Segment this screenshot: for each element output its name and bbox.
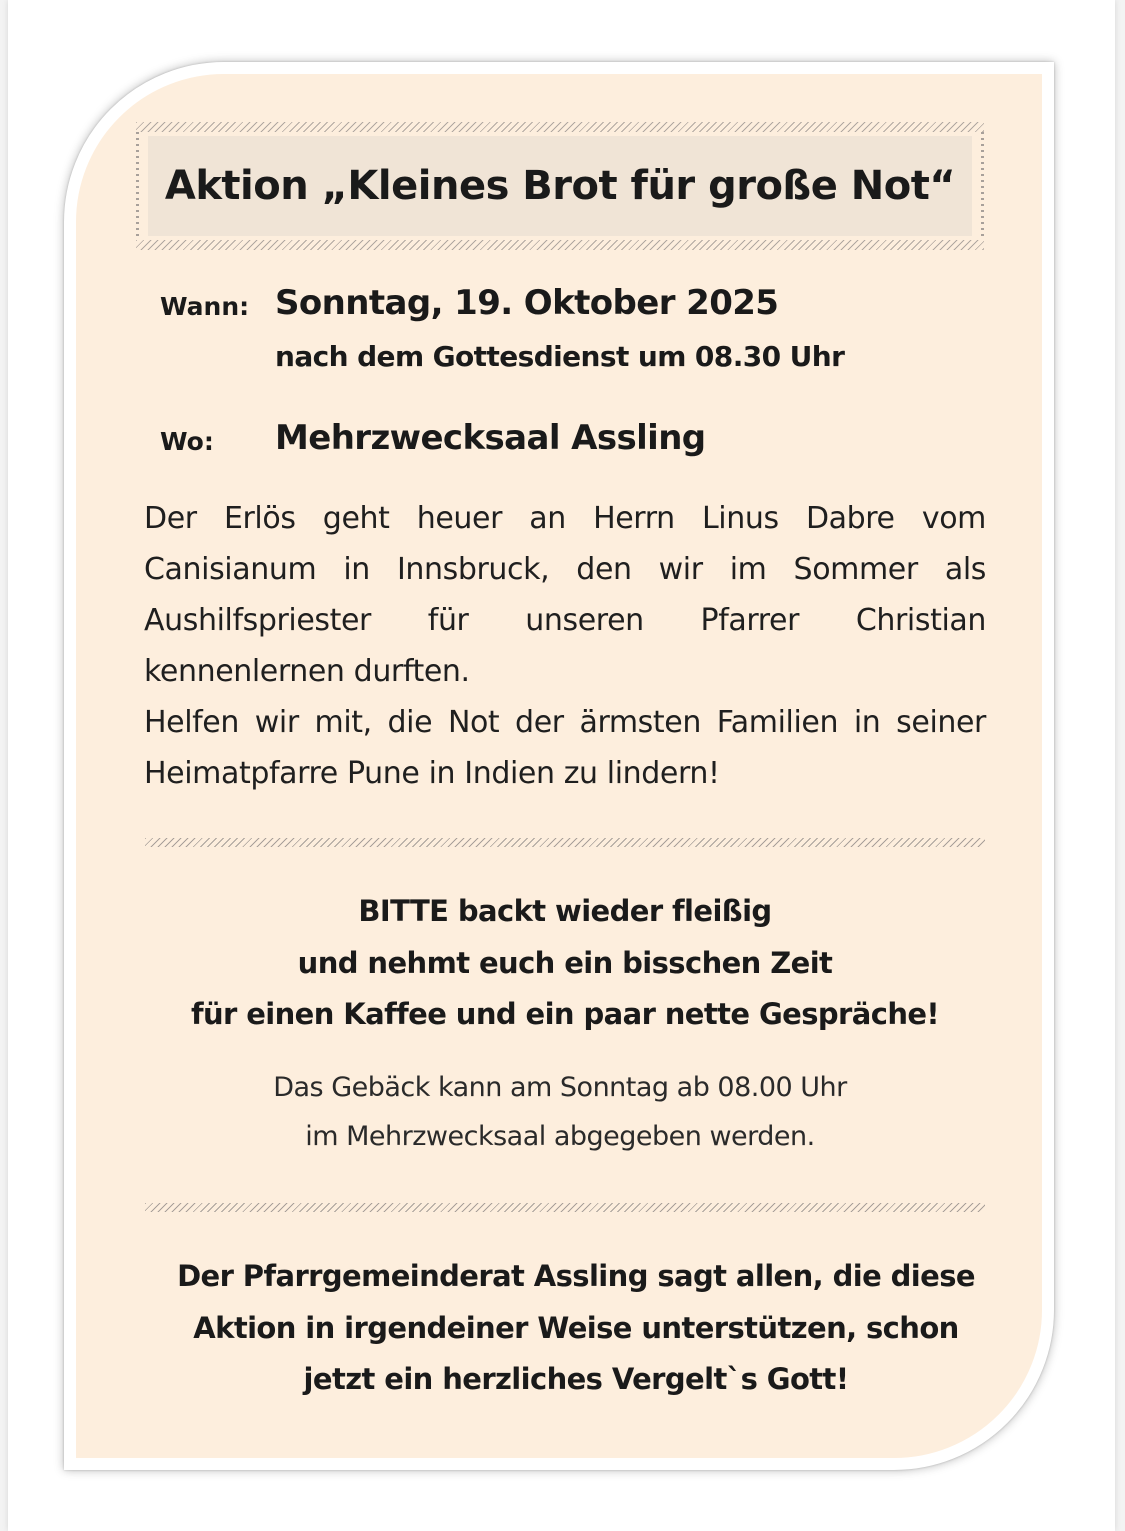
event-place: Mehrzwecksaal Assling (275, 418, 706, 458)
dropoff-line: Das Gebäck kann am Sonntag ab 08.00 Uhr (273, 1072, 847, 1103)
title-border-left (136, 132, 139, 240)
title-banner (136, 122, 984, 250)
description-line: Der Erlös geht heuer an Herrn Linus Dabre vom (144, 501, 986, 536)
when-label: Wann: (160, 292, 250, 321)
description (144, 493, 986, 799)
title-border-bottom (136, 240, 984, 250)
title-border-right (981, 132, 984, 240)
description-line: kennenlernen durften. (144, 654, 470, 689)
description-line: Aushilfspriester für unseren Pfarrer Christian (144, 603, 986, 638)
description-line: Helfen wir mit, die Not der ärmsten Familien in seiner (144, 705, 986, 740)
dropoff-line: im Mehrzwecksaal abgegeben werden. (305, 1121, 815, 1152)
title-border-top (136, 122, 984, 132)
flyer-title: Aktion „Kleines Brot für große Not“ (164, 163, 956, 209)
title-inner (148, 136, 972, 236)
event-time: nach dem Gottesdienst um 08.30 Uhr (275, 340, 845, 373)
closing-line: Aktion in irgendeiner Weise unterstützen, schon (193, 1311, 959, 1345)
description-line: Heimatpfarre Pune in Indien zu lindern! (144, 756, 720, 791)
event-date: Sonntag, 19. Oktober 2025 (275, 283, 779, 323)
description-line: Canisianum in Innsbruck, den wir im Sommer als (144, 552, 986, 587)
divider (145, 1203, 985, 1212)
closing-line: jetzt ein herzliches Vergelt`s Gott! (303, 1362, 849, 1396)
appeal-line: und nehmt euch ein bisschen Zeit (297, 946, 833, 980)
appeal-line: für einen Kaffee und ein paar nette Gespräche! (190, 997, 940, 1031)
divider (145, 838, 985, 847)
appeal-line: BITTE backt wieder fleißig (358, 894, 772, 928)
closing-line: Der Pfarrgemeinderat Assling sagt allen, die diese (177, 1259, 975, 1293)
where-label: Wo: (160, 427, 214, 456)
